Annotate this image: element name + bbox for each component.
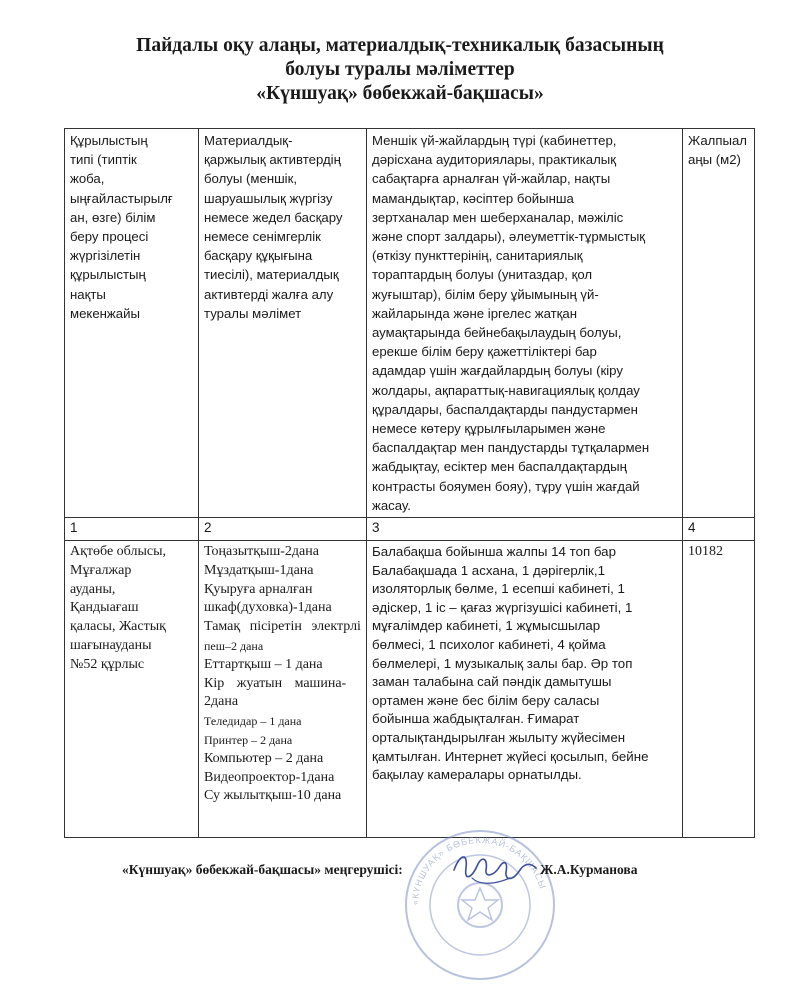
text-line: құрылыстың	[70, 267, 146, 283]
text-line: Балабақшада 1 асхана, 1 дәрігерлік,1	[372, 562, 605, 578]
text-line: Ақтөбе облысы,	[70, 544, 166, 560]
table-row	[65, 541, 755, 838]
text-line: басқару құқығына	[204, 248, 313, 264]
equipment-item: Мұздатқыш-1дана	[204, 562, 314, 578]
equipment-item: Компьютер – 2 дана	[204, 750, 324, 766]
signature	[450, 848, 540, 888]
header-assets-info	[199, 129, 367, 518]
column-number: 3	[367, 518, 683, 541]
equipment-item: Еттартқыш – 1 дана	[204, 656, 323, 672]
text-line: орталықтандырылған жылыту жүйесімен	[372, 730, 626, 745]
text-line: контрасты бояумен бояу), тұру үшін жағдай	[372, 478, 640, 494]
text-line: немесе жедел басқару	[204, 209, 343, 225]
column-number: 4	[683, 518, 755, 541]
text-line: беру процесі	[70, 229, 149, 245]
table-header-row	[65, 129, 755, 518]
title-line-3: «Күншуақ» бөбекжай-бақшасы»	[256, 83, 544, 104]
premises-description	[367, 541, 683, 838]
text-line: бөлмесі, 1 психолог кабинеті, 4 қойма	[372, 637, 606, 653]
text-line: бақылау камералары орнатылды.	[372, 767, 582, 783]
stamp-text: «КҮНШУАҚ» БӨБЕКЖАЙ-БАҚШАСЫ	[409, 834, 548, 906]
text-line: зертханалар мен шеберханалар, мәжіліс	[372, 209, 624, 225]
equipment-item: пеш–2 дана	[204, 639, 264, 654]
footer-signature-line	[122, 862, 638, 878]
text-line: нақты	[70, 286, 106, 302]
text-line: изоляторлық бөлме, 1 есепші кабинеті, 1	[372, 581, 625, 597]
document-title	[0, 34, 800, 106]
text-line: қаржылық активтердің	[204, 152, 341, 168]
text-line: ыңғайластырылғ	[70, 190, 173, 206]
header-total-area	[683, 129, 755, 518]
text-line: жабдықтау, есіктер мен баспалдақтардың	[372, 459, 627, 475]
column-number: 2	[199, 518, 367, 541]
equipment-item: Принтер – 2 дана	[204, 733, 293, 748]
text-line: Меншік үй-жайлардың түрі (кабинеттер,	[372, 133, 617, 148]
column-number: 1	[65, 518, 199, 541]
equipment-item: Тоңазытқыш-2дана	[204, 544, 319, 560]
text-line: шаруашылық жүргізу	[204, 190, 333, 206]
text-line: мұғалімдер кабинеті, 1 жұмысшылар	[372, 618, 601, 634]
text-line: болуы (меншік,	[204, 171, 298, 187]
equipment-item: Су жылытқыш-10 дана	[204, 788, 342, 804]
text-line: құралдары, баспалдақтарды пандустармен	[372, 401, 638, 417]
equipment-item: Кір жуатын машина-	[204, 675, 347, 691]
text-line: Қандыағаш	[70, 600, 139, 616]
text-line: дәрісхана аудиториялары, практикалық	[372, 152, 617, 168]
text-line: ерекше білім беру қажеттіліктері бар	[372, 344, 597, 360]
table-number-row	[65, 518, 755, 541]
text-line: немесе көтеру құрылғыларымен және	[372, 421, 606, 437]
equipment-item: Теледидар – 1 дана	[204, 714, 302, 729]
text-line: адамдар үшін жағдайлардың болуы (кіру	[372, 363, 623, 379]
equipment-item: шкаф(духовка)-1дана	[204, 600, 332, 616]
text-line: жайларында және іргелес жатқан	[372, 305, 578, 321]
text-line: жасау.	[372, 497, 411, 513]
head-position: «Күншуақ» бөбекжай-бақшасы» меңгерушісі:	[122, 862, 403, 877]
equipment-item: Қуыруға арналған	[204, 581, 313, 597]
text-line: аумақтарында бейнебақылаудың болуы,	[372, 325, 622, 341]
equipment-list	[199, 541, 367, 838]
text-line: жоба,	[70, 171, 105, 187]
text-line: ортамен және бес білім беру саласы	[372, 692, 600, 708]
text-line: ауданы,	[70, 581, 116, 597]
text-line: жуғыштар), білім беру ұйымының үй-	[372, 286, 599, 302]
round-stamp	[400, 820, 560, 990]
text-line: бөлмелері, 1 музыкалық залы бар. Әр топ	[372, 655, 633, 671]
text-line: және спорт залдары), әлеуметтік-тұрмыстық	[372, 229, 646, 245]
text-line: Мұғалжар	[70, 562, 132, 578]
building-address	[65, 541, 199, 838]
text-line: Жалпыал	[688, 133, 748, 148]
text-line: жолдары, ақпараттық-навигациялық қолдау	[372, 382, 640, 398]
text-line: (өткізу пункттерінің, санитариялық	[372, 248, 583, 264]
text-line: тиесілі), материалдық	[204, 267, 339, 283]
text-line: бойынша жабдықталған. Ғимарат	[372, 711, 580, 727]
text-line: заман талабына сай пәндік дамытушы	[372, 674, 612, 690]
text-line: Құрылыстың	[70, 133, 148, 148]
text-line: әдіскер, 1 іс – қағаз жүргізушісі кабинеті, 1	[372, 599, 633, 615]
text-line: активтерді жалға алу	[204, 286, 334, 302]
text-line: сабақтарға арналған үй-жайлар, нақты	[372, 171, 611, 187]
text-line: тораптардың болуы (унитаздар, қол	[372, 267, 593, 283]
facilities-table	[64, 128, 755, 838]
equipment-item: Тамақ пісіретін электрлі	[204, 619, 361, 635]
text-line: Материалдық-	[204, 133, 293, 148]
header-premises-type	[367, 129, 683, 518]
text-line: қамтылған. Интернет жүйесі қосылып, бейне	[372, 748, 649, 764]
title-line-1: Пайдалы оқу алаңы, материалдық-техникалық базасының	[136, 35, 664, 56]
text-line: баспалдақтар мен пандустарды тұтқалармен	[372, 440, 650, 456]
text-line: Балабақша бойынша жалпы 14 топ бар	[372, 544, 616, 560]
head-name: Ж.А.Курманова	[540, 862, 638, 877]
text-line: мамандықтар, кәсіптер бойынша	[372, 190, 574, 206]
text-line: шағынауданы	[70, 638, 152, 654]
text-line: типі (типтік	[70, 152, 137, 168]
equipment-item: Видеопроектор-1дана	[204, 769, 335, 785]
title-line-2: болуы туралы мәліметтер	[285, 59, 515, 80]
text-line: қаласы, Жастық	[70, 619, 166, 635]
text-line: туралы мәлімет	[204, 305, 302, 321]
total-area-value: 10182	[683, 541, 755, 838]
text-line: №52 құрлыс	[70, 656, 145, 672]
equipment-item: 2дана	[204, 694, 239, 710]
text-line: аңы (м2)	[688, 152, 741, 168]
text-line: немесе сенімгерлік	[204, 229, 321, 245]
text-line: мекенжайы	[70, 305, 140, 321]
header-building-address	[65, 129, 199, 518]
text-line: ан, өзге) білім	[70, 209, 156, 225]
text-line: жүргізілетін	[70, 248, 141, 264]
